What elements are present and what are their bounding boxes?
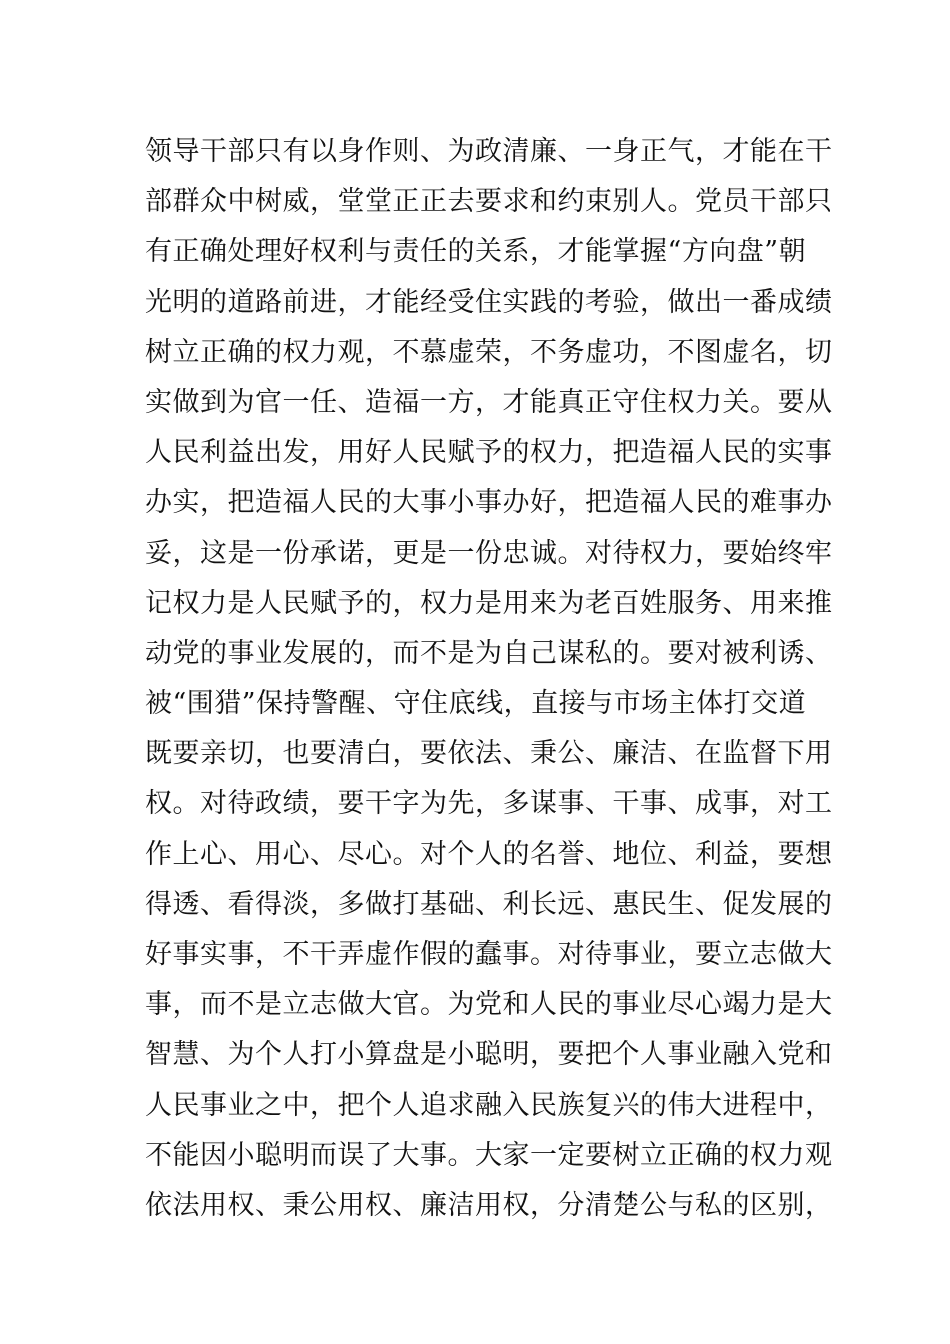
text-line: 记权力是人民赋予的，权力是用来为老百姓服务、用来推	[145, 587, 833, 619]
text-line: 实做到为官一任、造福一方，才能真正守住权力关。要从	[145, 386, 833, 418]
text-line: 事，而不是立志做大官。为党和人民的事业尽心竭力是大	[145, 989, 833, 1021]
text-line: 依法用权、秉公用权、廉洁用权，分清楚公与私的区别，	[145, 1189, 833, 1221]
text-line: 不能因小聪明而误了大事。大家一定要树立正确的权力观	[145, 1139, 833, 1171]
text-line: 得透、看得淡，多做打基础、利长远、惠民生、促发展的	[145, 888, 833, 920]
text-line: 人民利益出发，用好人民赋予的权力，把造福人民的实事	[145, 437, 833, 469]
text-line: 部群众中树威，堂堂正正去要求和约束别人。党员干部只	[145, 186, 833, 218]
text-line: 人民事业之中，把个人追求融入民族复兴的伟大进程中，	[145, 1089, 833, 1121]
text-line: 有正确处理好权利与责任的关系，才能掌握“方向盘”朝	[145, 236, 807, 268]
text-line: 动党的事业发展的，而不是为自己谋私的。要对被利诱、	[145, 637, 833, 669]
text-line: 既要亲切，也要清白，要依法、秉公、廉洁、在监督下用	[145, 738, 833, 770]
text-line: 作上心、用心、尽心。对个人的名誉、地位、利益，要想	[145, 838, 833, 870]
text-line: 智慧、为个人打小算盘是小聪明，要把个人事业融入党和	[145, 1039, 833, 1071]
text-line: 领导干部只有以身作则、为政清廉、一身正气，才能在干	[145, 136, 833, 167]
text-line: 权。对待政绩，要干字为先，多谋事、干事、成事，对工	[145, 788, 833, 820]
text-line: 好事实事，不干弄虚作假的蠢事。对待事业，要立志做大	[145, 939, 833, 970]
text-line: 光明的道路前进，才能经受住实践的考验，做出一番成绩	[145, 286, 833, 318]
body-paragraph	[145, 127, 833, 1231]
text-line: 办实，把造福人民的大事小事办好，把造福人民的难事办	[145, 487, 833, 519]
text-line: 被“围猎”保持警醒、守住底线，直接与市场主体打交道	[145, 688, 807, 720]
text-line: 妥，这是一份承诺，更是一份忠诚。对待权力，要始终牢	[145, 537, 833, 569]
text-line: 树立正确的权力观，不慕虚荣，不务虚功，不图虚名，切	[145, 336, 833, 368]
